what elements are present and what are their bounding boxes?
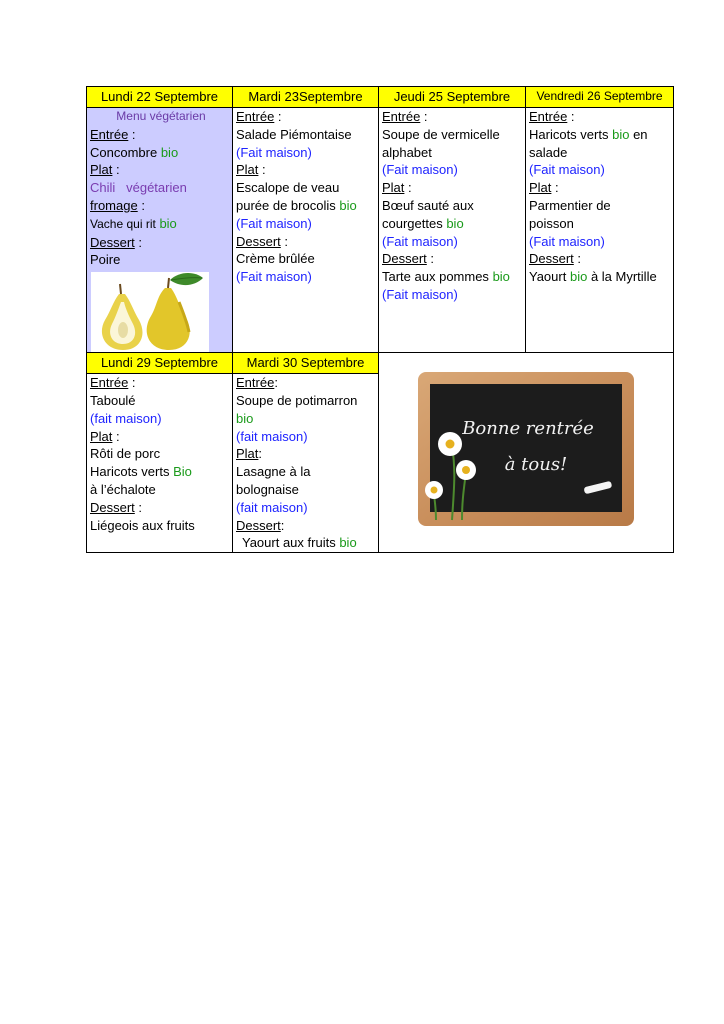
entree-dish: Salade Piémontaise [236,126,352,142]
fait-maison-tag: (Fait maison) [236,215,312,231]
week1-header-row [87,87,674,108]
fait-maison-tag: (Fait maison) [236,144,312,160]
bio-tag: bio [159,215,177,231]
fait-maison-tag: (fait maison) [236,499,308,515]
fait-maison-tag: (Fait maison) [529,162,605,178]
fait-maison-tag: (Fait maison) [382,162,458,178]
bio-tag: bio [569,269,588,285]
entree-dish: Concombre [90,144,158,160]
day-header: Jeudi 25 Septembre [379,87,526,108]
day-header: Mardi 23Septembre [233,87,379,108]
entree-label: Entrée [90,375,129,391]
vegetarian-menu-title: Menu végétarien [116,109,206,123]
day-header: Mardi 30 Septembre [233,353,379,374]
plat-dish: bolognaise [236,481,299,497]
week1-content-row [87,108,674,353]
bio-tag: Bio [173,464,192,480]
dessert-label: Dessert [382,251,427,267]
menu-cell-thursday-25: Entrée : Soupe de vermicelle alphabet (Fait maison) Plat : Bœuf sauté aux courgettes bio (Fait maison) Dessert : Tarte aux pommes bio (Fait maison) [379,108,526,353]
bio-tag: bio [492,269,510,285]
plat-dish: Chili végétarien [90,180,187,196]
dessert-dish: Liégeois aux fruits [90,517,195,533]
fait-maison-tag: (Fait maison) [382,286,458,302]
plat-dish: Escalope de veau [236,180,340,196]
bio-tag: bio [339,197,357,213]
bio-tag: bio [160,144,179,160]
entree-dish: Taboulé [90,392,136,408]
dessert-label: Dessert [90,499,135,515]
entree-dish: Soupe de potimarron [236,392,358,408]
plat-label: Plat [529,180,552,196]
chalkboard-cell [379,353,674,553]
plat-dish: courgettes [382,215,443,231]
plat-dish: à l’échalote [90,481,156,497]
bio-tag: bio [339,535,357,551]
dessert-dish: Crème brûlée [236,251,315,267]
dessert-label: Dessert [236,517,281,533]
bio-tag: bio [612,126,630,142]
fait-maison-tag: (fait maison) [236,428,308,444]
plat-label: Plat [382,180,405,196]
dessert-dish: Yaourt aux fruits [242,535,336,551]
plat-dish: Lasagne à la [236,464,311,480]
dessert-dish: Yaourt [529,269,567,285]
chalkboard-image [416,370,636,528]
pear-image [91,272,209,352]
plat-label: Plat [90,162,113,178]
menu-cell-monday-22: Menu végétarien Entrée : Concombre bio Plat : Chili végétarien fromage : Vache qui rit bio Dessert : Poire [87,108,233,353]
entree-label: Entrée [529,109,568,124]
menu-cell-tuesday-23: Entrée : Salade Piémontaise (Fait maison) Plat : Escalope de veau purée de brocolis bio (Fait maison) Dessert : Crème brûlée (Fait maison) [233,108,379,353]
bio-tag: bio [236,410,254,426]
day-header: Lundi 29 Septembre [87,353,233,374]
fromage-dish: Vache qui rit [90,216,156,231]
menu-cell-friday-26: Entrée : Haricots verts bio en salade (Fait maison) Plat : Parmentier de poisson (Fait maison) Dessert : Yaourt bio à la Myrtille [526,108,674,353]
plat-label: Plat [236,162,259,178]
weekly-menu-table [86,86,674,553]
entree-label: Entrée [236,375,275,391]
entree-dish: en [633,126,648,142]
chalkboard-line1: Bonne rentrée [462,418,594,440]
entree-label: Entrée [90,126,129,142]
plat-dish: purée de brocolis [236,197,336,213]
plat-dish: Rôti de porc [90,446,161,462]
entree-dish: Haricots verts [529,126,609,142]
plat-dish: poisson [529,215,574,231]
fait-maison-tag: (Fait maison) [529,233,605,249]
entree-dish: salade [529,144,568,160]
menu-cell-monday-29: Entrée : Taboulé (fait maison) Plat : Rôti de porc Haricots verts Bio à l’échalote Dessert : Liégeois aux fruits [87,374,233,553]
menu-cell-tuesday-30: Entrée: Soupe de potimarron bio (fait maison) Plat: Lasagne à la bolognaise (fait maison) Dessert: Yaourt aux fruits bio [233,374,379,553]
plat-dish: Parmentier de [529,197,611,213]
entree-dish: Soupe de vermicelle [382,126,500,142]
week2-header-row [87,353,674,374]
day-header: Vendredi 26 Septembre [526,87,674,108]
bio-tag: bio [446,215,464,231]
plat-label: Plat [90,428,113,444]
dessert-label: Dessert [90,234,135,250]
fait-maison-tag: (fait maison) [90,410,162,426]
dessert-dish: à la Myrtille [590,269,657,285]
fait-maison-tag: (Fait maison) [236,269,312,285]
dessert-label: Dessert [529,251,574,267]
entree-dish: alphabet [382,144,432,160]
plat-dish: Bœuf sauté aux [382,197,474,213]
dessert-dish: Poire [90,252,121,268]
fait-maison-tag: (Fait maison) [382,233,458,249]
entree-label: Entrée [382,109,421,124]
day-header: Lundi 22 Septembre [87,87,233,108]
dessert-label: Dessert [236,233,281,249]
entree-label: Entrée [236,109,275,124]
plat-dish: Haricots verts [90,464,170,480]
plat-label: Plat [236,446,259,462]
fromage-label: fromage [90,197,138,213]
chalkboard-line2: à tous! [504,454,568,476]
dessert-dish: Tarte aux pommes [382,269,489,285]
